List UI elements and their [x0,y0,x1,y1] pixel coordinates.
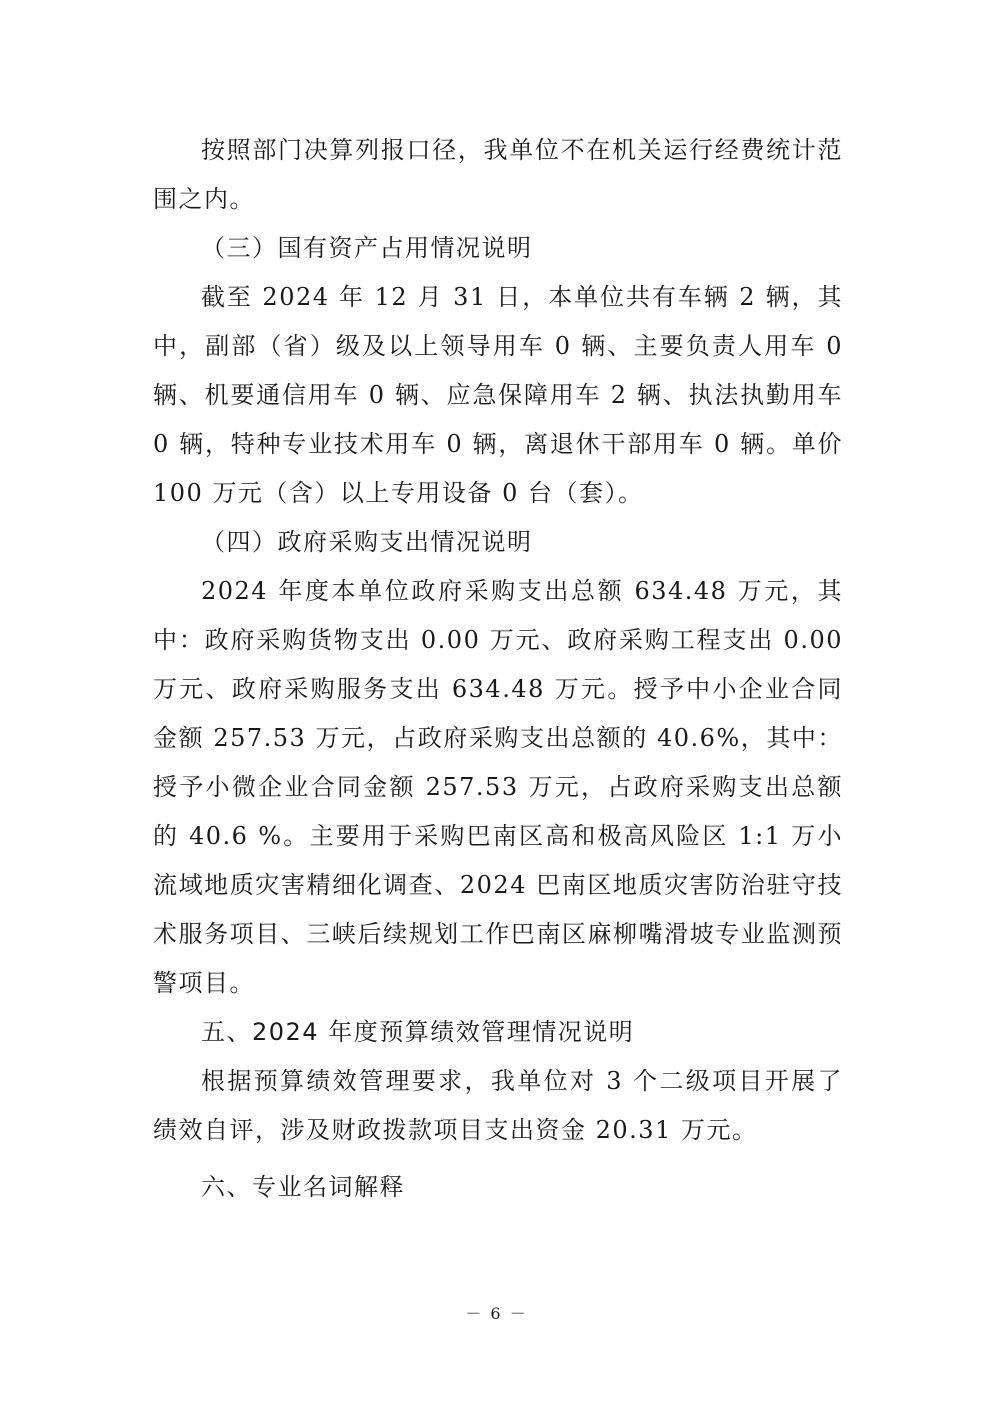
paragraph-performance-management: 根据预算绩效管理要求，我单位对 3 个二级项目开展了绩效自评，涉及财政拨款项目支出资金 20.31 万元。 [153,1067,843,1144]
document-body [153,126,843,1212]
section-heading-performance-management: 五、2024 年度预算绩效管理情况说明 [201,1018,635,1046]
section-heading-state-assets: （三）国有资产占用情况说明 [201,234,533,262]
paragraph-operating-expense-scope: 按照部门决算列报口径，我单位不在机关运行经费统计范围之内。 [153,136,843,213]
paragraph-government-procurement: 2024 年度本单位政府采购支出总额 634.48 万元，其中：政府采购货物支出 0.00 万元、政府采购工程支出 0.00 万元、政府采购服务支出 634.48 万元。授予中小企业合同金额 257.53 万元，占政府采购支出总额的 40.6%，其中：授予小微企业合同金额 257.53 万元，占政府采购支出总额的 40.6 %。主要用于采购巴南区高和极高风险区 1:1 万小流域地质灾害精细化调查、2024 巴南区地质灾害防治驻守技术服务项目、三峡后续规划工作巴南区麻柳嘴滑坡专业监测预警项目。 [153,577,843,997]
section-heading-government-procurement: （四）政府采购支出情况说明 [201,528,533,556]
page-number: － 6 － [465,1304,528,1323]
paragraph-state-assets: 截至 2024 年 12 月 31 日，本单位共有车辆 2 辆，其中，副部（省）级及以上领导用车 0 辆、主要负责人用车 0 辆、机要通信用车 0 辆、应急保障用车 2 辆、执法执勤用车 0 辆，特种专业技术用车 0 辆，离退休干部用车 0 辆。单价 100 万元（含）以上专用设备 0 台（套）。 [153,283,843,507]
section-heading-terminology: 六、专业名词解释 [201,1173,405,1201]
